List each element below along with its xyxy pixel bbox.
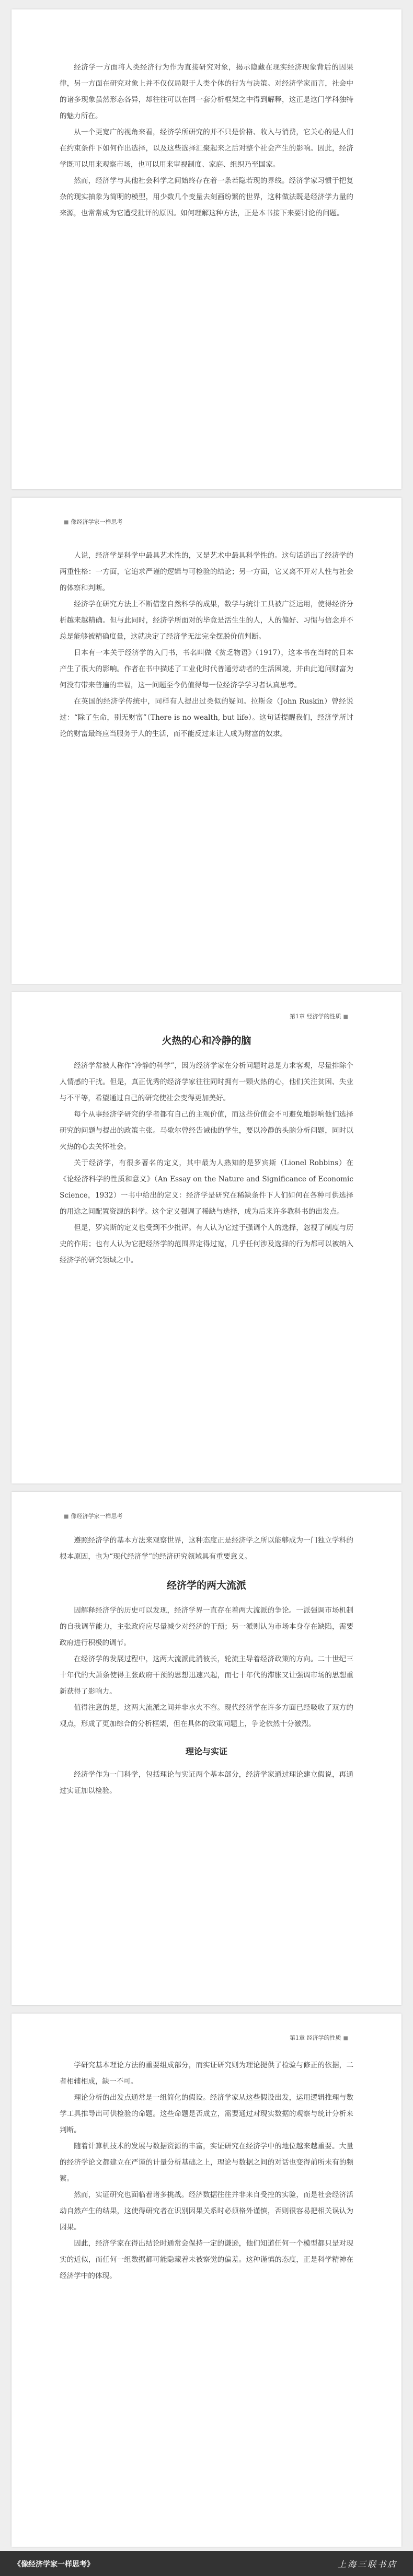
section-title: 火热的心和冷静的脑 — [162, 1035, 251, 1046]
body-paragraph: 遵照经济学的基本方法来观察世界，这种态度正是经济学之所以能够成为一门独立学科的根本原因，也为“现代经济学”的经济研究领域具有重要意义。 — [60, 1536, 353, 1561]
footer-bar — [0, 2551, 413, 2576]
running-header: 第1章 经济学的性质 ■ — [290, 1013, 348, 1020]
body-paragraph: 日本有一本关于经济学的入门书，书名叫做《贫乏物语》（1917），这本书在当时的日本产生了很大的影响。作者在书中描述了工业化时代普通劳动者的生活困境，并由此追问财富为何没有带来普遍的幸福，这一问题至今仍值得每一位经济学学习者认真思考。 — [60, 649, 353, 689]
document-page — [12, 2014, 401, 2547]
running-header: ■ 像经济学家一样思考 — [64, 1513, 123, 1520]
subsection-title: 理论与实证 — [185, 1746, 227, 1756]
body-paragraph: 学研究基本理论方法的重要组成部分，而实证研究则为理论提供了检验与修正的依据，二者相辅相成，缺一不可。 — [60, 2061, 353, 2086]
body-paragraph: 经济学常被人称作“冷静的科学”，因为经济学家在分析问题时总是力求客观，尽量排除个人情感的干扰。但是，真正优秀的经济学家往往同时拥有一颗火热的心，他们关注贫困、失业与不平等，希望通过自己的研究使社会变得更加美好。 — [60, 1062, 353, 1102]
body-paragraph: 经济学在研究方法上不断借鉴自然科学的成果，数学与统计工具被广泛运用，使得经济分析越来越精确。但与此同时，经济学所面对的毕竟是活生生的人，人的偏好、习惯与信念并不总是能够被精确度量，这就决定了经济学无法完全摆脱价值判断。 — [60, 600, 353, 641]
body-paragraph: 从一个更宽广的视角来看，经济学所研究的并不只是价格、收入与消费，它关心的是人们在约束条件下如何作出选择，以及这些选择汇聚起来之后对整个社会产生的影响。因此，经济学既可以用来观察市场，也可以用来审视制度、家庭、组织乃至国家。 — [60, 128, 353, 169]
body-paragraph: 随着计算机技术的发展与数据资源的丰富，实证研究在经济学中的地位越来越重要。大量的经济学论文都建立在严谨的计量分析基础之上，理论与数据之间的对话也变得前所未有的频繁。 — [60, 2142, 353, 2183]
document-page — [12, 9, 401, 489]
running-header: 第1章 经济学的性质 ■ — [290, 2034, 348, 2041]
body-paragraph: 经济学一方面将人类经济行为作为直接研究对象，揭示隐藏在现实经济现象背后的因果律，另一方面在研究对象上并不仅仅局限于人类个体的行为与决策。对经济学家而言，社会中的诸多现象虽然形态各异，却往往可以在同一套分析框架之中得到解释，这正是这门学科独特的魅力所在。 — [60, 63, 353, 120]
body-paragraph: 经济学作为一门科学，包括理论与实证两个基本部分，经济学家通过理论建立假说，再通过实证加以检验。 — [60, 1770, 353, 1795]
body-paragraph: 因此，经济学家在得出结论时通常会保持一定的谦逊，他们知道任何一个模型都只是对现实的近似，而任何一组数据都可能隐藏着未被察觉的偏差。这种谨慎的态度，正是科学精神在经济学中的体现。 — [60, 2239, 353, 2280]
book-title[interactable]: 《像经济学家一样思考》 — [14, 2560, 94, 2569]
running-header-title: 像经济学家一样思考 — [71, 1513, 123, 1520]
document-page — [12, 498, 401, 984]
body-paragraph: 但是，罗宾斯的定义也受到不少批评。有人认为它过于强调个人的选择，忽视了制度与历史的作用；也有人认为它把经济学的范围界定得过宽，几乎任何涉及选择的行为都可以被纳入经济学的研究领域之中。 — [60, 1224, 353, 1264]
body-paragraph: 在经济学的发展过程中，这两大流派此消彼长，轮流主导着经济政策的方向。二十世纪三十年代的大萧条使得主张政府干预的思想迅速兴起，而七十年代的滞胀又让强调市场的思想重新获得了影响力。 — [60, 1655, 353, 1696]
body-paragraph: 关于经济学，有很多著名的定义，其中最为人熟知的是罗宾斯（Lionel Robbins）在《论经济科学的性质和意义》（An Essay on the Nature and Significance of Economic Science，1932）一书中给出的定义：经济学是研究在稀缺条件下人们如何在各种可供选择的用途之间配置资源的科学。这个定义强调了稀缺与选择，成为后来许多教科书的出发点。 — [60, 1159, 353, 1216]
publisher-logo: 上海三联书店 — [337, 2559, 397, 2569]
running-header: ■ 像经济学家一样思考 — [64, 519, 123, 525]
body-paragraph: 然而，实证研究也面临着诸多挑战。经济数据往往并非来自受控的实验，而是社会经济活动自然产生的结果，这使得研究者在识别因果关系时必须格外谨慎，否则很容易把相关误认为因果。 — [60, 2191, 353, 2232]
body-paragraph: 在英国的经济学传统中，同样有人提出过类似的疑问。拉斯金（John Ruskin）曾经说过：“除了生命，别无财富”（There is no wealth, but life）。这句话提醒我们，经济学所讨论的财富最终应当服务于人的生活，而不能反过来让人成为财富的奴隶。 — [60, 697, 353, 738]
running-header-chapter: 第1章 经济学的性质 — [290, 1013, 341, 1020]
body-paragraph: 人说，经济学是科学中最具艺术性的，又是艺术中最具科学性的。这句话道出了经济学的两重性格：一方面，它追求严谨的逻辑与可检验的结论；另一方面，它又离不开对人性与社会的体察和判断。 — [60, 551, 353, 592]
body-paragraph: 理论分析的出发点通常是一组简化的假设。经济学家从这些假设出发，运用逻辑推理与数学工具推导出可供检验的命题。这些命题是否成立，需要通过对现实数据的观察与统计分析来判断。 — [60, 2094, 353, 2134]
running-header-chapter: 第1章 经济学的性质 — [290, 2034, 341, 2041]
body-paragraph: 值得注意的是，这两大流派之间并非水火不容。现代经济学在许多方面已经吸收了双方的观点，形成了更加综合的分析框架，但在具体的政策问题上，争论依然十分激烈。 — [60, 1704, 353, 1728]
section-title: 经济学的两大流派 — [166, 1580, 246, 1591]
body-paragraph: 然而，经济学与其他社会科学之间始终存在着一条若隐若现的界线。经济学家习惯于把复杂的现实抽象为简明的模型，用少数几个变量去刻画纷繁的世界，这种做法既是经济学力量的来源，也常常成为它遭受批评的原因。如何理解这种方法，正是本书接下来要讨论的问题。 — [60, 177, 353, 217]
body-paragraph: 因解释经济学的历史可以发现，经济学界一直存在着两大流派的争论。一派强调市场机制的自我调节能力，主张政府应尽量减少对经济的干预；另一派则认为市场本身存在缺陷，需要政府进行积极的调节。 — [60, 1606, 353, 1647]
body-paragraph: 每个从事经济学研究的学者都有自己的主观价值，而这些价值会不可避免地影响他们选择研究的问题与提出的政策主张。马歇尔曾经告诫他的学生，要以冷静的头脑分析问题，同时以火热的心去关怀社会。 — [60, 1110, 353, 1151]
document-page — [12, 992, 401, 1484]
document-page — [12, 1492, 401, 2005]
running-header-title: 像经济学家一样思考 — [71, 519, 123, 525]
